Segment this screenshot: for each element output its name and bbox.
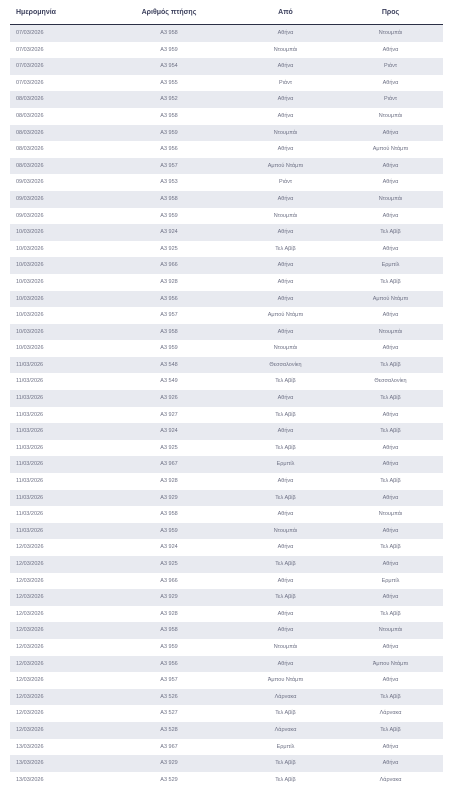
cell-to: Αθήνα xyxy=(382,46,399,53)
cell-from: Αθήνα xyxy=(277,610,294,617)
cell-flight-number: A3 959 xyxy=(160,527,178,534)
table-row xyxy=(10,42,443,59)
cell-from: Τελ Αβίβ xyxy=(275,760,296,767)
cell-date: 11/03/2026 xyxy=(16,428,44,435)
cell-flight-number: A3 526 xyxy=(160,693,178,700)
cell-date: 12/03/2026 xyxy=(16,627,44,634)
cell-to: Αθήνα xyxy=(382,677,399,684)
cell-from: Αθήνα xyxy=(277,195,294,202)
cell-flight-number: A3 929 xyxy=(160,494,178,501)
cell-date: 12/03/2026 xyxy=(16,693,44,700)
table-row xyxy=(10,241,443,258)
cell-date: 12/03/2026 xyxy=(16,561,44,567)
cell-to: Αθήνα xyxy=(382,760,399,767)
cell-date: 12/03/2026 xyxy=(16,544,44,551)
table-row xyxy=(10,307,443,324)
cell-to: Λάρνακα xyxy=(379,710,402,717)
cell-to: Αθήνα xyxy=(382,561,399,567)
cell-flight-number: A3 958 xyxy=(160,195,178,202)
cell-date: 11/03/2026 xyxy=(16,444,44,451)
cell-flight-number: A3 959 xyxy=(160,212,178,219)
cell-to: Αθήνα xyxy=(382,312,399,319)
cell-date: 07/03/2026 xyxy=(16,46,44,53)
column-header-date: Ημερομηνία xyxy=(10,0,105,25)
table-row xyxy=(10,291,443,308)
cell-flight-number: A3 958 xyxy=(160,511,178,518)
table-row xyxy=(10,208,443,225)
cell-flight-number: A3 952 xyxy=(160,96,178,103)
cell-to: Αθήνα xyxy=(382,444,399,451)
cell-date: 11/03/2026 xyxy=(16,378,44,385)
cell-flight-number: A3 959 xyxy=(160,46,178,53)
table-row xyxy=(10,191,443,208)
cell-to: Ντουμπάι xyxy=(378,511,403,518)
cell-flight-number: A3 953 xyxy=(160,179,178,186)
cell-date: 12/03/2026 xyxy=(16,660,44,667)
cell-date: 13/03/2026 xyxy=(16,743,44,750)
flights-table xyxy=(10,0,443,788)
table-row xyxy=(10,141,443,158)
cell-to: Αθήνα xyxy=(382,162,399,169)
cell-date: 08/03/2026 xyxy=(16,129,44,136)
cell-from: Τελ Αβίβ xyxy=(275,444,296,451)
cell-from: Τελ Αβίβ xyxy=(275,561,296,567)
cell-flight-number: A3 549 xyxy=(160,378,178,385)
cell-date: 08/03/2026 xyxy=(16,112,44,119)
cell-to: Αμπού Ντάμπι xyxy=(372,146,409,153)
cell-from: Τελ Αβίβ xyxy=(275,776,296,783)
cell-from: Αθήνα xyxy=(277,577,294,584)
cell-to: Ντουμπάι xyxy=(378,112,403,119)
table-row xyxy=(10,556,443,573)
cell-flight-number: A3 958 xyxy=(160,627,178,634)
cell-date: 10/03/2026 xyxy=(16,312,44,319)
cell-flight-number: A3 956 xyxy=(160,146,178,153)
cell-to: Τελ Αβίβ xyxy=(380,726,401,733)
cell-to: Τελ Αβίβ xyxy=(380,428,401,435)
cell-to: Τελ Αβίβ xyxy=(380,395,401,402)
column-header-from: Από xyxy=(233,0,338,25)
table-row xyxy=(10,174,443,191)
cell-from: Ντουμπάι xyxy=(273,212,298,219)
table-row xyxy=(10,423,443,440)
cell-from: Αθήνα xyxy=(277,96,294,103)
table-row xyxy=(10,672,443,689)
table-row xyxy=(10,158,443,175)
cell-date: 10/03/2026 xyxy=(16,229,44,236)
cell-date: 11/03/2026 xyxy=(16,411,44,418)
table-row xyxy=(10,606,443,623)
cell-from: Τελ Αβίβ xyxy=(275,494,296,501)
cell-date: 08/03/2026 xyxy=(16,162,44,169)
cell-from: Αθήνα xyxy=(277,511,294,518)
cell-from: Αθήνα xyxy=(277,295,294,302)
cell-date: 12/03/2026 xyxy=(16,710,44,717)
cell-to: Ντουμπάι xyxy=(378,627,403,634)
cell-date: 09/03/2026 xyxy=(16,195,44,202)
cell-to: Ντουμπάι xyxy=(378,30,403,36)
cell-date: 12/03/2026 xyxy=(16,594,44,601)
cell-to: Αθήνα xyxy=(382,743,399,750)
cell-from: Ντουμπάι xyxy=(273,46,298,53)
cell-from: Αμπού Ντάμπι xyxy=(267,162,304,169)
cell-flight-number: A3 548 xyxy=(160,361,178,368)
cell-flight-number: A3 924 xyxy=(160,544,178,551)
cell-flight-number: A3 925 xyxy=(160,561,178,567)
cell-date: 12/03/2026 xyxy=(16,610,44,617)
cell-from: Αθήνα xyxy=(277,328,294,335)
table-row xyxy=(10,108,443,125)
cell-flight-number: A3 957 xyxy=(160,677,178,684)
table-row xyxy=(10,739,443,756)
cell-to: Αθήνα xyxy=(382,461,399,468)
cell-from: Θεσσαλονίκη xyxy=(269,361,302,368)
cell-date: 08/03/2026 xyxy=(16,146,44,153)
table-row xyxy=(10,722,443,739)
cell-flight-number: A3 929 xyxy=(160,594,178,601)
cell-from: Ερμπίλ xyxy=(276,461,295,468)
cell-date: 13/03/2026 xyxy=(16,776,44,783)
cell-from: Αθήνα xyxy=(277,660,294,667)
table-row xyxy=(10,589,443,606)
table-row xyxy=(10,689,443,706)
table-row xyxy=(10,257,443,274)
cell-from: Ριάντ xyxy=(279,79,292,86)
cell-flight-number: A3 527 xyxy=(160,710,178,717)
cell-flight-number: A3 958 xyxy=(160,112,178,119)
header-row xyxy=(10,0,443,25)
cell-date: 13/03/2026 xyxy=(16,760,44,767)
table-body xyxy=(10,25,443,789)
column-header-to: Προς xyxy=(338,0,443,25)
cell-from: Ντουμπάι xyxy=(273,345,298,352)
cell-date: 11/03/2026 xyxy=(16,395,44,402)
cell-date: 11/03/2026 xyxy=(16,494,44,501)
cell-flight-number: A3 927 xyxy=(160,411,178,418)
table-row xyxy=(10,639,443,656)
cell-date: 10/03/2026 xyxy=(16,262,44,269)
cell-date: 07/03/2026 xyxy=(16,63,44,70)
table-row xyxy=(10,573,443,590)
cell-to: Λάρνακα xyxy=(379,776,402,783)
cell-flight-number: A3 954 xyxy=(160,63,178,70)
cell-date: 10/03/2026 xyxy=(16,245,44,252)
cell-from: Τελ Αβίβ xyxy=(275,411,296,418)
column-header-flight-number: Αριθμός πτήσης xyxy=(105,0,233,25)
table-row xyxy=(10,75,443,92)
cell-date: 10/03/2026 xyxy=(16,278,44,285)
table-row xyxy=(10,456,443,473)
cell-flight-number: A3 958 xyxy=(160,328,178,335)
cell-from: Τελ Αβίβ xyxy=(275,594,296,601)
cell-from: Αθήνα xyxy=(277,478,294,485)
cell-flight-number: A3 966 xyxy=(160,262,178,269)
cell-from: Αθήνα xyxy=(277,627,294,634)
table-row xyxy=(10,390,443,407)
table-row xyxy=(10,523,443,540)
cell-to: Αθήνα xyxy=(382,643,399,650)
cell-date: 08/03/2026 xyxy=(16,96,44,103)
cell-flight-number: A3 924 xyxy=(160,428,178,435)
cell-date: 10/03/2026 xyxy=(16,345,44,352)
cell-from: Αθήνα xyxy=(277,395,294,402)
cell-flight-number: A3 929 xyxy=(160,760,178,767)
cell-flight-number: A3 957 xyxy=(160,312,178,319)
table-row xyxy=(10,539,443,556)
cell-from: Τελ Αβίβ xyxy=(275,710,296,717)
cell-from: Αθήνα xyxy=(277,544,294,551)
cell-date: 07/03/2026 xyxy=(16,30,44,36)
table-row xyxy=(10,91,443,108)
cell-flight-number: A3 925 xyxy=(160,444,178,451)
cell-flight-number: A3 967 xyxy=(160,461,178,468)
cell-to: Ριάντ xyxy=(384,63,397,70)
cell-to: Αθήνα xyxy=(382,411,399,418)
table-row xyxy=(10,705,443,722)
table-row xyxy=(10,340,443,357)
cell-to: Τελ Αβίβ xyxy=(380,229,401,236)
cell-to: Τελ Αβίβ xyxy=(380,361,401,368)
cell-flight-number: A3 967 xyxy=(160,743,178,750)
cell-to: Αθήνα xyxy=(382,245,399,252)
cell-date: 12/03/2026 xyxy=(16,577,44,584)
cell-from: Αμπού Ντάμπι xyxy=(267,312,304,319)
table-row xyxy=(10,224,443,241)
cell-flight-number: A3 955 xyxy=(160,79,178,86)
table-row xyxy=(10,506,443,523)
cell-to: Αθήνα xyxy=(382,179,399,186)
cell-flight-number: A3 925 xyxy=(160,245,178,252)
cell-from: Αθήνα xyxy=(277,30,294,36)
cell-to: Αθήνα xyxy=(382,79,399,86)
cell-date: 09/03/2026 xyxy=(16,212,44,219)
cell-to: Ριάντ xyxy=(384,96,397,103)
table-row xyxy=(10,407,443,424)
cell-to: Αθήνα xyxy=(382,527,399,534)
cell-date: 07/03/2026 xyxy=(16,79,44,86)
cell-from: Τελ Αβίβ xyxy=(275,378,296,385)
cell-flight-number: A3 924 xyxy=(160,229,178,236)
cell-from: Αθήνα xyxy=(277,278,294,285)
table-row xyxy=(10,473,443,490)
cell-flight-number: A3 928 xyxy=(160,610,178,617)
cell-date: 10/03/2026 xyxy=(16,295,44,302)
cell-to: Ντουμπάι xyxy=(378,328,403,335)
cell-from: Άμπου Ντάμπι xyxy=(267,677,304,684)
cell-date: 10/03/2026 xyxy=(16,328,44,335)
table-row xyxy=(10,656,443,673)
cell-from: Αθήνα xyxy=(277,112,294,119)
cell-to: Τελ Αβίβ xyxy=(380,278,401,285)
cell-from: Τελ Αβίβ xyxy=(275,245,296,252)
cell-to: Ερμπίλ xyxy=(381,262,400,269)
cell-date: 09/03/2026 xyxy=(16,179,44,186)
cell-flight-number: A3 956 xyxy=(160,660,178,667)
table-row xyxy=(10,490,443,507)
cell-to: Τελ Αβίβ xyxy=(380,478,401,485)
cell-from: Ντουμπάι xyxy=(273,129,298,136)
cell-to: Αθήνα xyxy=(382,494,399,501)
cell-to: Θεσσαλονίκη xyxy=(374,378,407,385)
cell-date: 11/03/2026 xyxy=(16,361,44,368)
table-row xyxy=(10,58,443,75)
table-row xyxy=(10,324,443,341)
cell-date: 12/03/2026 xyxy=(16,643,44,650)
cell-to: Ερμπίλ xyxy=(381,577,400,584)
cell-flight-number: A3 959 xyxy=(160,129,178,136)
table-row xyxy=(10,274,443,291)
cell-flight-number: A3 926 xyxy=(160,395,178,402)
table-row xyxy=(10,373,443,390)
table-row xyxy=(10,25,443,42)
cell-date: 11/03/2026 xyxy=(16,527,44,534)
cell-flight-number: A3 956 xyxy=(160,295,178,302)
cell-to: Τελ Αβίβ xyxy=(380,693,401,700)
cell-from: Αθήνα xyxy=(277,63,294,70)
cell-to: Τελ Αβίβ xyxy=(380,610,401,617)
cell-flight-number: A3 529 xyxy=(160,776,178,783)
cell-date: 12/03/2026 xyxy=(16,677,44,684)
cell-from: Ντουμπάι xyxy=(273,527,298,534)
cell-to: Αθήνα xyxy=(382,129,399,136)
cell-to: Αθήνα xyxy=(382,212,399,219)
table-row xyxy=(10,622,443,639)
table-row xyxy=(10,357,443,374)
table-header xyxy=(10,0,443,25)
cell-to: Τελ Αβίβ xyxy=(380,544,401,551)
cell-from: Λάρνακα xyxy=(274,726,297,733)
cell-flight-number: A3 959 xyxy=(160,643,178,650)
table-row xyxy=(10,125,443,142)
cell-from: Αθήνα xyxy=(277,262,294,269)
cell-date: 11/03/2026 xyxy=(16,511,44,518)
cell-to: Ντουμπάι xyxy=(378,195,403,202)
cell-from: Αθήνα xyxy=(277,428,294,435)
cell-flight-number: A3 528 xyxy=(160,726,178,733)
cell-from: Λάρνακα xyxy=(274,693,297,700)
table-row xyxy=(10,772,443,789)
cell-to: Άμπου Ντάμπι xyxy=(372,660,409,667)
cell-flight-number: A3 957 xyxy=(160,162,178,169)
cell-from: Αθήνα xyxy=(277,229,294,236)
cell-from: Ριάντ xyxy=(279,179,292,186)
cell-to: Αθήνα xyxy=(382,345,399,352)
cell-to: Αμπού Ντάμπι xyxy=(372,295,409,302)
cell-flight-number: A3 958 xyxy=(160,30,178,36)
table-row xyxy=(10,755,443,772)
cell-date: 11/03/2026 xyxy=(16,461,44,468)
cell-from: Ερμπίλ xyxy=(276,743,295,750)
cell-flight-number: A3 966 xyxy=(160,577,178,584)
cell-to: Αθήνα xyxy=(382,594,399,601)
cell-date: 11/03/2026 xyxy=(16,478,44,485)
table-row xyxy=(10,440,443,457)
cell-flight-number: A3 928 xyxy=(160,478,178,485)
cell-from: Αθήνα xyxy=(277,146,294,153)
cell-flight-number: A3 959 xyxy=(160,345,178,352)
cell-from: Ντουμπάι xyxy=(273,643,298,650)
cell-flight-number: A3 928 xyxy=(160,278,178,285)
cell-date: 12/03/2026 xyxy=(16,726,44,733)
